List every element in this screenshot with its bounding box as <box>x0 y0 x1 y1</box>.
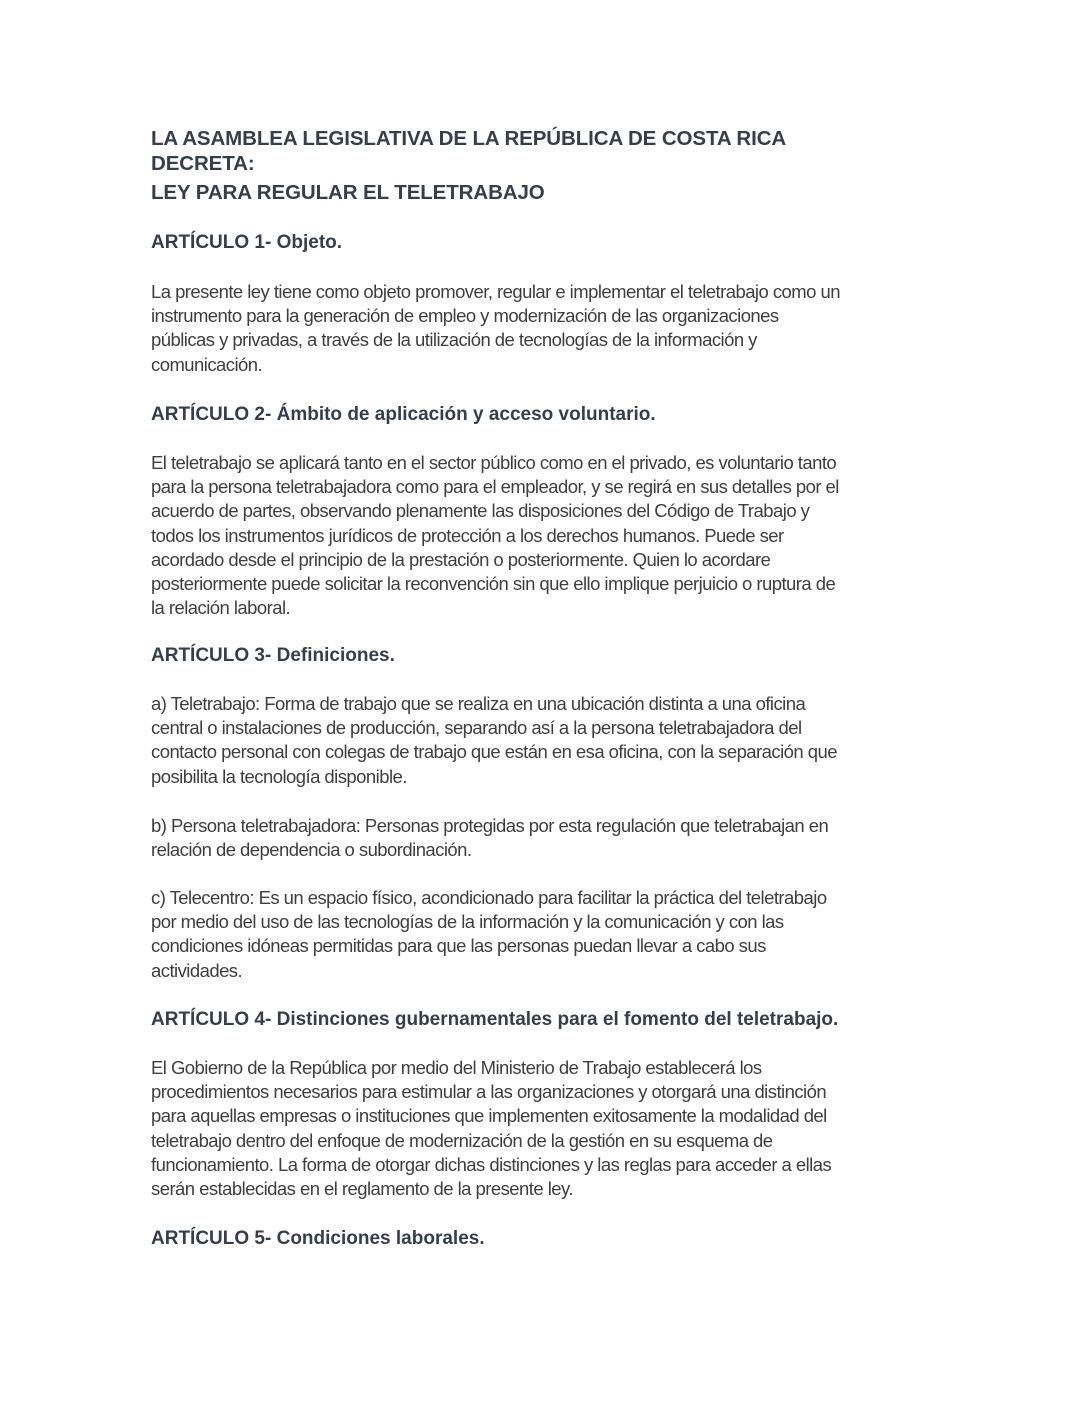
paragraph-line: acordado desde el principio de la prestación o posteriormente. Quien lo acordare <box>151 548 771 570</box>
paragraph-line: La presente ley tiene como objeto promover, regular e implementar el teletrabajo como un <box>151 281 840 302</box>
article-heading: ARTÍCULO 4- Distinciones gubernamentales para el fomento del teletrabajo. <box>151 1009 839 1030</box>
paragraph-line: todos los instrumentos jurídicos de protección a los derechos humanos. Puede ser <box>151 524 784 546</box>
article-paragraph <box>151 280 840 377</box>
paragraph-line: públicas y privadas, a través de la utilización de tecnologías de la información y <box>151 329 757 351</box>
paragraph-line: para aquellas empresas o instituciones que implementen exitosamente la modalidad del <box>151 1105 827 1127</box>
article-paragraph <box>151 814 828 862</box>
paragraph-line: c) Telecentro: Es un espacio físico, acondicionado para facilitar la práctica del teletrabajo <box>151 887 827 908</box>
article-heading: ARTÍCULO 2- Ámbito de aplicación y acceso voluntario. <box>151 404 656 425</box>
paragraph-line: posibilita la tecnología disponible. <box>151 765 407 787</box>
article-heading: ARTÍCULO 5- Condiciones laborales. <box>151 1228 485 1249</box>
article-heading: ARTÍCULO 3- Definiciones. <box>151 645 395 666</box>
paragraph-line: la relación laboral. <box>151 597 291 619</box>
article-paragraph <box>151 886 827 983</box>
paragraph-line: El Gobierno de la República por medio del Ministerio de Trabajo establecerá los <box>151 1057 762 1078</box>
article-paragraph <box>151 692 837 789</box>
paragraph-line: procedimientos necesarios para estimular a las organizaciones y otorgará una distinción <box>151 1081 827 1103</box>
paragraph-line: actividades. <box>151 959 243 981</box>
paragraph-line: funcionamiento. La forma de otorgar dichas distinciones y las reglas para acceder a ellas <box>151 1153 832 1175</box>
title-line: LEY PARA REGULAR EL TELETRABAJO <box>151 181 545 204</box>
paragraph-line: comunicación. <box>151 353 263 375</box>
article-paragraph <box>151 451 839 620</box>
article-paragraph <box>151 1056 831 1201</box>
paragraph-line: por medio del uso de las tecnologías de la información y la comunicación y con las <box>151 911 784 933</box>
paragraph-line: instrumento para la generación de empleo y modernización de las organizaciones <box>151 305 779 327</box>
title-line: LA ASAMBLEA LEGISLATIVA DE LA REPÚBLICA DE COSTA RICA <box>151 127 787 150</box>
paragraph-line: condiciones idóneas permitidas para que las personas puedan llevar a cabo sus <box>151 935 766 957</box>
article-heading: ARTÍCULO 1- Objeto. <box>151 232 343 253</box>
document-title <box>151 126 786 205</box>
paragraph-line: relación de dependencia o subordinación. <box>151 839 472 861</box>
title-line: DECRETA: <box>151 152 255 175</box>
paragraph-line: para la persona teletrabajadora como para el empleador, y se regirá en sus detalles por el <box>151 476 839 498</box>
paragraph-line: posteriormente puede solicitar la reconvención sin que ello implique perjuicio o ruptura de <box>151 573 836 595</box>
paragraph-line: central o instalaciones de producción, separando así a la persona teletrabajadora del <box>151 717 802 739</box>
paragraph-line: acuerdo de partes, observando plenamente las disposiciones del Código de Trabajo y <box>151 500 810 522</box>
paragraph-line: teletrabajo dentro del enfoque de modernización de la gestión en su esquema de <box>151 1129 773 1151</box>
paragraph-line: a) Teletrabajo: Forma de trabajo que se realiza en una ubicación distinta a una oficina <box>151 693 806 714</box>
paragraph-line: El teletrabajo se aplicará tanto en el sector público como en el privado, es voluntario tanto <box>151 452 837 473</box>
paragraph-line: contacto personal con colegas de trabajo que están en esa oficina, con la separación que <box>151 741 837 763</box>
paragraph-line: b) Persona teletrabajadora: Personas protegidas por esta regulación que teletrabajan en <box>151 815 829 836</box>
paragraph-line: serán establecidas en el reglamento de la presente ley. <box>151 1178 573 1200</box>
